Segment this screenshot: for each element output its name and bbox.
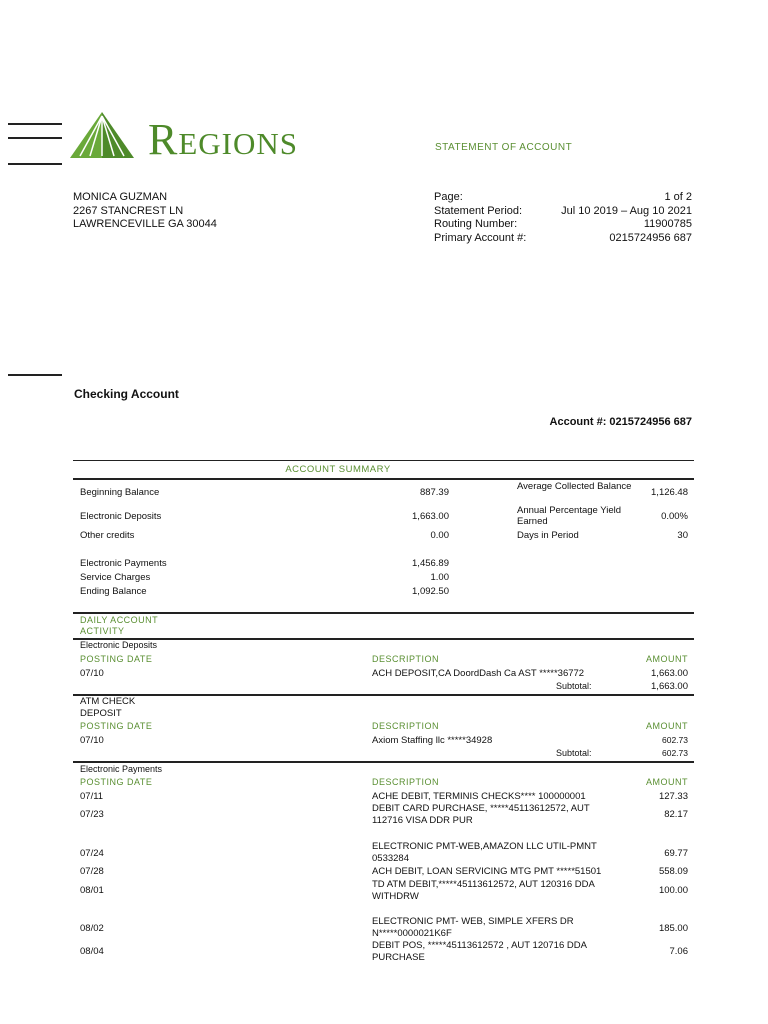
- summary-label: Days in Period: [517, 530, 579, 541]
- fold-mark: [8, 123, 62, 125]
- group-title-atm-check-deposit: ATM CHECK DEPOSIT: [80, 696, 136, 719]
- statement-title: STATEMENT OF ACCOUNT: [435, 142, 573, 153]
- col-header-date: POSTING DATE: [80, 721, 153, 731]
- summary-value: 30: [677, 530, 688, 541]
- meta-primary-account: Primary Account #: 0215724956 687: [434, 231, 692, 244]
- divider: [73, 478, 694, 480]
- regions-logo-icon: [66, 110, 138, 160]
- divider: [73, 612, 694, 614]
- daily-activity-heading: DAILY ACCOUNT ACTIVITY: [80, 615, 159, 636]
- col-header-description: DESCRIPTION: [372, 777, 440, 787]
- fold-mark: [8, 374, 62, 376]
- col-header-date: POSTING DATE: [80, 777, 153, 787]
- meta-statement-period: Statement Period: Jul 10 2019 – Aug 10 2021: [434, 204, 692, 217]
- meta-routing-number: Routing Number: 11900785: [434, 218, 692, 230]
- customer-city: LAWRENCEVILLE GA 30044: [73, 218, 217, 230]
- summary-value: 0.00%: [661, 511, 688, 522]
- customer-street: 2267 STANCREST LN: [73, 204, 184, 217]
- customer-name: MONICA GUZMAN: [73, 191, 168, 203]
- statement-meta: [434, 191, 692, 245]
- col-header-amount: AMOUNT: [646, 777, 688, 787]
- section-title: Checking Account: [74, 387, 179, 401]
- col-header-amount: AMOUNT: [646, 654, 688, 664]
- brand-logo-text: Regions: [148, 115, 299, 164]
- divider: [73, 761, 694, 763]
- group-title-electronic-deposits: Electronic Deposits: [80, 640, 158, 650]
- summary-value: 1,126.48: [651, 487, 688, 498]
- divider: [73, 694, 694, 696]
- col-header-description: DESCRIPTION: [372, 721, 440, 731]
- col-header-date: POSTING DATE: [80, 654, 153, 664]
- col-header-amount: AMOUNT: [646, 721, 688, 731]
- account-summary-heading: ACCOUNT SUMMARY: [285, 464, 391, 475]
- summary-label: Average Collected Balance: [517, 481, 632, 492]
- customer-address: [73, 191, 217, 232]
- account-number: Account #: 0215724956 687: [549, 416, 692, 428]
- col-header-description: DESCRIPTION: [372, 654, 440, 664]
- divider: [73, 638, 694, 640]
- fold-mark: [8, 163, 62, 165]
- group-title-electronic-payments: Electronic Payments: [80, 764, 163, 774]
- divider: [73, 460, 694, 461]
- meta-page: Page: 1 of 2: [434, 191, 692, 203]
- fold-mark: [8, 137, 62, 139]
- summary-label: Annual Percentage Yield Earned: [517, 505, 622, 527]
